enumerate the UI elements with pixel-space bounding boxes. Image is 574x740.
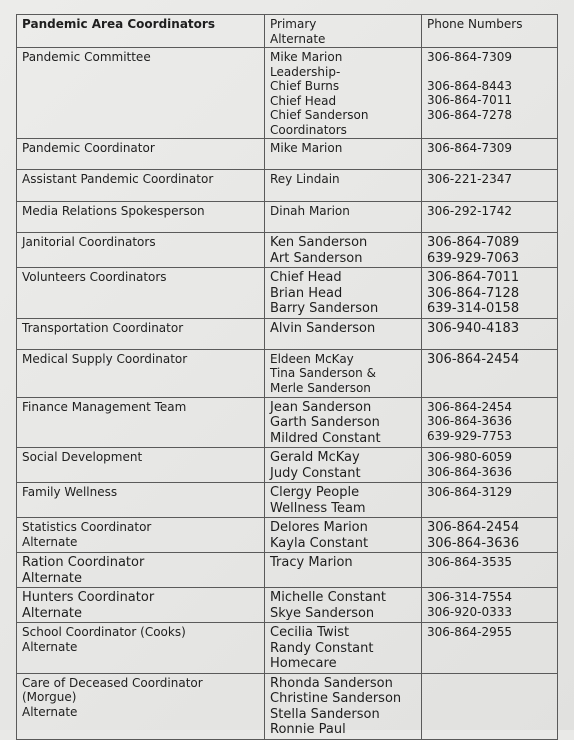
table-row [17,349,558,397]
people-cell [265,318,422,349]
phone-cell [422,202,558,233]
person-name: Eldeen McKay [270,351,354,366]
people-cell [265,588,422,623]
phone-cell [422,673,558,739]
area-cell [17,139,265,170]
area-cell [17,553,265,588]
people-cell [265,448,422,483]
person-name: Dinah Marion [270,204,350,218]
table-row [17,588,558,623]
phone-number: 306-864-7089 [427,235,520,250]
phone-cell [422,48,558,139]
person-name: Kayla Constant [270,535,369,551]
area-text: Pandemic Committee [22,50,151,64]
person-name: Tracy Marion [270,555,353,570]
table-row [17,318,558,349]
phone-cell [422,170,558,202]
phone-cell [422,318,558,349]
area-text: (Morgue) [22,690,77,704]
phone-number: 306-864-3636 [427,414,513,428]
header-phone-cell [422,15,558,48]
people-cell [265,397,422,448]
phone-number: 306-314-7554 [427,590,513,604]
phone-cell [422,268,558,319]
table-row [17,673,558,739]
header-primary-label: Primary [270,17,317,31]
area-cell [17,588,265,623]
person-name: Ronnie Paul [270,722,346,737]
phone-cell [422,349,558,397]
area-cell [17,483,265,518]
area-cell [17,48,265,139]
area-cell [17,202,265,233]
person-name: Mildred Constant [270,430,381,446]
area-cell [17,268,265,319]
phone-cell [422,623,558,674]
area-text: Alternate [22,639,78,654]
area-cell [17,349,265,397]
area-cell [17,518,265,553]
person-name: Wellness Team [270,500,366,516]
phone-number: 306-940-4183 [427,320,520,336]
person-name: Coordinators [270,122,347,137]
area-text: Hunters Coordinator [22,590,155,605]
phone-number: 639-929-7753 [427,428,513,443]
area-text: Social Development [22,450,143,464]
phone-number: 306-864-2454 [427,351,520,367]
header-alternate-label: Alternate [270,31,326,46]
person-name: Christine Sanderson [270,691,402,706]
area-text: Janitorial Coordinators [22,235,156,249]
area-text: Alternate [22,534,78,549]
table-row [17,170,558,202]
phone-cell [422,448,558,483]
area-text: Medical Supply Coordinator [22,351,188,366]
person-name: Mike Marion [270,141,343,155]
person-name: Delores Marion [270,520,368,535]
people-cell [265,170,422,202]
person-name: Rhonda Sanderson [270,675,393,691]
area-text: Assistant Pandemic Coordinator [22,172,214,186]
person-name: Chief Sanderson [270,108,369,122]
person-name: Randy Constant [270,640,374,656]
table-row [17,448,558,483]
phone-number: 306-864-3636 [427,535,520,551]
people-cell [265,202,422,233]
person-name: Alvin Sanderson [270,320,376,336]
phone-number: 639-314-0158 [427,301,520,316]
phone-cell [422,483,558,518]
header-people-cell [265,15,422,48]
area-text: Alternate [22,704,78,719]
area-text: Family Wellness [22,485,118,499]
person-name: Chief Head [270,270,342,285]
area-cell [17,673,265,739]
table-row [17,233,558,268]
people-cell [265,48,422,139]
person-name: Chief Head [270,93,337,108]
table-row [17,139,558,170]
coordinators-table [16,14,558,740]
phone-cell [422,233,558,268]
area-text: Volunteers Coordinators [22,270,167,284]
person-name: Rey Lindain [270,172,340,186]
people-cell [265,139,422,170]
person-name: Stella Sanderson [270,706,380,722]
area-cell [17,170,265,202]
area-text: Pandemic Coordinator [22,141,155,155]
phone-number: 306-980-6059 [427,450,513,464]
people-cell [265,673,422,739]
person-name: Art Sanderson [270,250,363,266]
person-name: Judy Constant [270,465,361,481]
area-text: Alternate [22,570,83,586]
phone-number: 639-929-7063 [427,250,520,266]
phone-number: 306-864-3535 [427,555,513,569]
area-text: Alternate [22,605,83,621]
phone-cell [422,139,558,170]
phone-number: 306-920-0333 [427,604,513,619]
table-row [17,518,558,553]
table-header-row [17,15,558,48]
person-name: Tina Sanderson & [270,366,376,380]
table-row [17,623,558,674]
person-name: Michelle Constant [270,590,387,605]
person-name: Skye Sanderson [270,605,375,621]
phone-number: 306-864-7011 [427,270,520,285]
area-text: Media Relations Spokesperson [22,204,205,218]
people-cell [265,623,422,674]
area-text: Ration Coordinator [22,555,145,570]
person-name: Merle Sanderson [270,380,371,395]
person-name: Chief Burns [270,79,340,93]
table-row [17,48,558,139]
person-name: Jean Sanderson [270,399,372,415]
phone-number: 306-864-3636 [427,464,513,479]
person-name: Leadership- [270,64,341,79]
area-text: Statistics Coordinator [22,520,152,534]
person-name: Brian Head [270,285,343,301]
person-name: Garth Sanderson [270,415,380,430]
phone-number: 306-221-2347 [427,172,513,186]
phone-cell [422,397,558,448]
person-name: Barry Sanderson [270,301,379,316]
phone-cell [422,588,558,623]
people-cell [265,553,422,588]
phone-number: 306-864-7309 [427,50,513,64]
table-row [17,268,558,319]
people-cell [265,349,422,397]
people-cell [265,518,422,553]
phone-number: 306-864-2454 [427,520,520,535]
area-cell [17,318,265,349]
table-row [17,553,558,588]
phone-number: 306-864-7278 [427,107,513,122]
people-cell [265,268,422,319]
phone-number: 306-864-7011 [427,93,513,107]
header-phone-label: Phone Numbers [427,17,523,31]
header-area-cell [17,15,265,48]
header-area-label: Pandemic Area Coordinators [22,17,215,31]
area-text: Finance Management Team [22,399,187,414]
phone-number [427,65,553,79]
table-row [17,202,558,233]
phone-cell [422,518,558,553]
area-text: Care of Deceased Coordinator [22,675,203,690]
people-cell [265,233,422,268]
table-row [17,397,558,448]
person-name: Homecare [270,656,337,671]
phone-number: 306-864-2955 [427,625,513,639]
area-text: School Coordinator (Cooks) [22,625,186,639]
person-name: Clergy People [270,485,360,500]
table-row [17,483,558,518]
area-cell [17,233,265,268]
phone-number: 306-864-2454 [427,399,513,414]
area-cell [17,623,265,674]
person-name: Mike Marion [270,50,343,64]
phone-number: 306-292-1742 [427,204,513,218]
person-name: Gerald McKay [270,450,360,465]
phone-number: 306-864-3129 [427,485,513,499]
area-cell [17,448,265,483]
person-name: Cecilia Twist [270,625,350,640]
phone-number: 306-864-7128 [427,285,520,301]
people-cell [265,483,422,518]
phone-number: 306-864-8443 [427,78,513,93]
person-name: Ken Sanderson [270,235,368,250]
phone-cell [422,553,558,588]
phone-number: 306-864-7309 [427,141,513,155]
area-text: Transportation Coordinator [22,320,184,335]
area-cell [17,397,265,448]
